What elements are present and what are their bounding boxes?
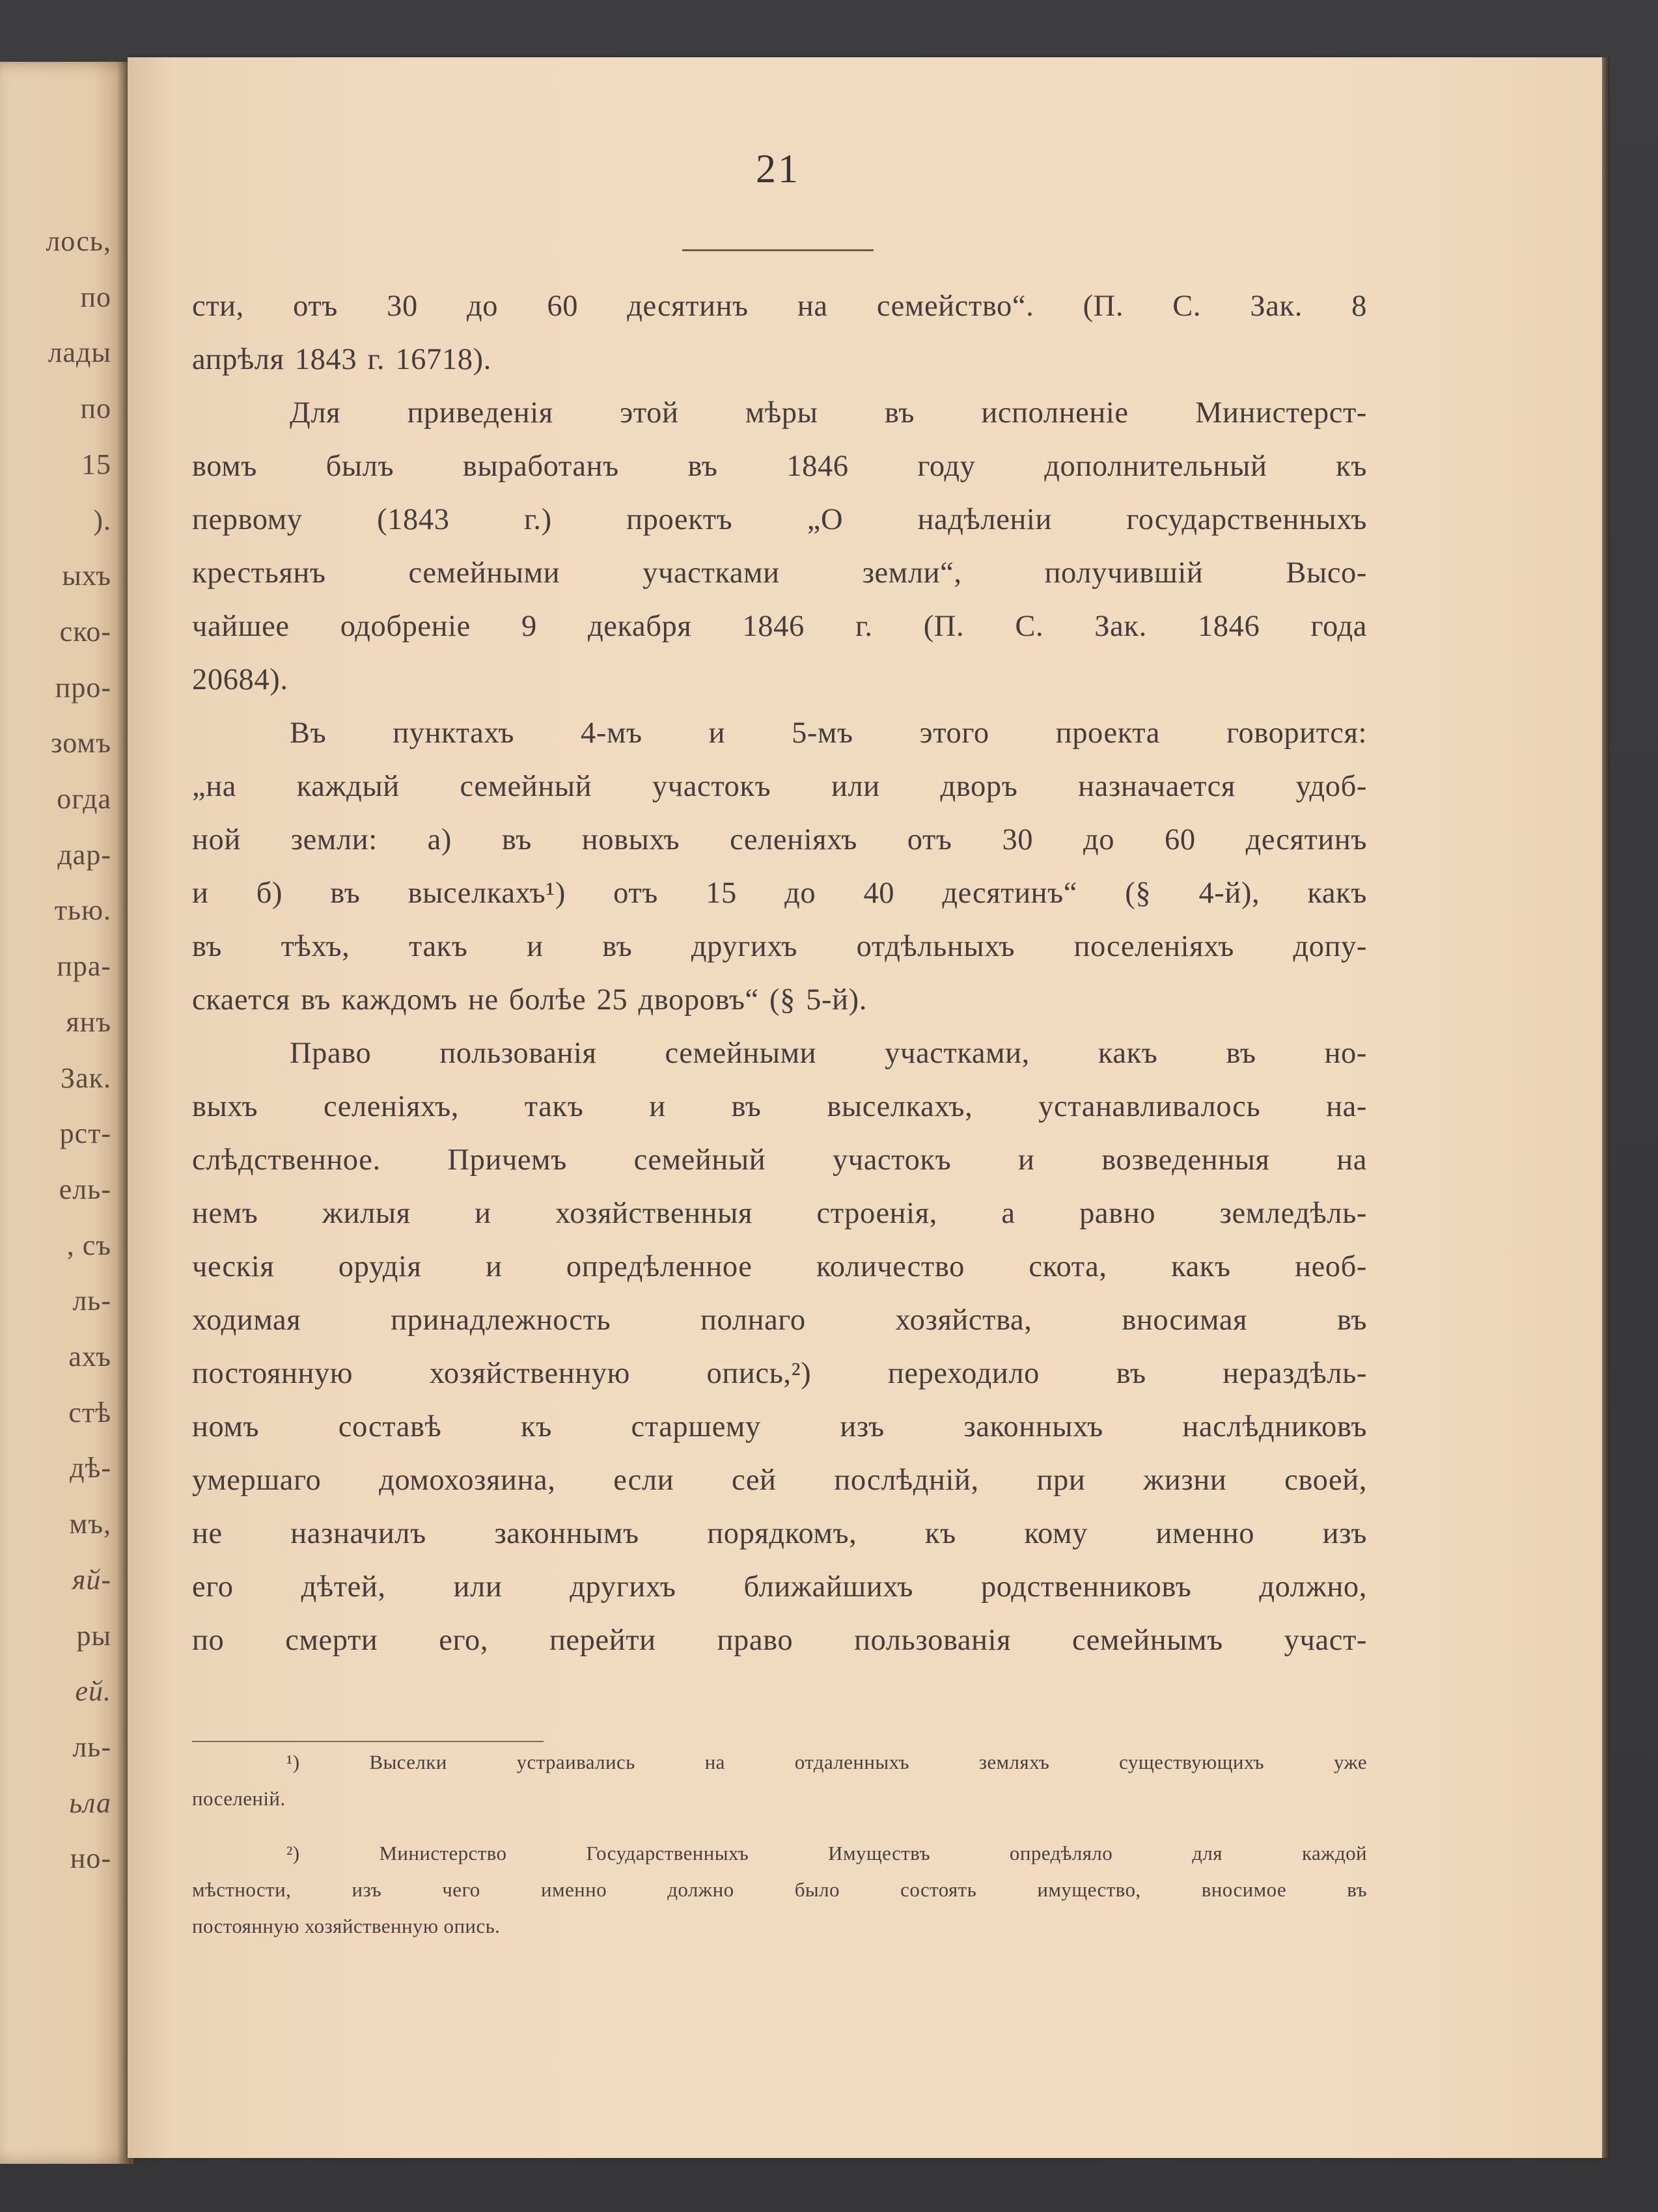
left-page-fragment: по (80, 280, 111, 313)
text-line: номъ составѣ къ старшему изъ законныхъ наслѣдниковъ (192, 1410, 1367, 1443)
text-line: Право пользованія семейными участками, какъ въ но- (290, 1037, 1367, 1070)
left-page-fragment: ). (93, 504, 111, 536)
left-page-fragment: ско- (59, 615, 111, 648)
text-line: умершаго домохозяина, если сей послѣдній, при жизни своей, (192, 1464, 1367, 1497)
text-line: въ тѣхъ, такъ и въ другихъ отдѣльныхъ поселеніяхъ допу- (192, 930, 1367, 963)
left-page-fragment: лады (48, 336, 111, 369)
left-page-fragment: про- (55, 671, 111, 703)
text-line: слѣдственное. Причемъ семейный участокъ и возведенныя на (192, 1143, 1367, 1177)
text-line: „на каждый семейный участокъ или дворъ назначается удоб- (192, 770, 1367, 803)
text-line: Для приведенія этой мѣры въ исполненіе Министерст- (290, 396, 1367, 430)
page-number-rule (682, 249, 874, 251)
left-page-fragment: зомъ (51, 727, 111, 759)
text-line: ной земли: а) въ новыхъ селеніяхъ отъ 30 до 60 десятинъ (192, 823, 1367, 856)
left-page-fragment: ахъ (68, 1341, 111, 1372)
left-page-fragment: , съ (66, 1229, 111, 1261)
left-page-fragment: янъ (66, 1005, 111, 1038)
text-line: ходимая принадлежность полнаго хозяйства, вносимая въ (192, 1304, 1367, 1337)
text-line: постоянную хозяйственную опись,²) переходило въ нераздѣль- (192, 1357, 1367, 1390)
body-text (192, 280, 1367, 1667)
left-page-fragment: ль- (72, 1730, 111, 1763)
left-page-fragment: яй- (72, 1563, 111, 1596)
footnote-line: мѣстности, изъ чего именно должно было состоять имущество, вносимое въ (192, 1878, 1367, 1901)
text-line: апрѣля 1843 г. 16718). (192, 343, 491, 376)
text-line: выхъ селеніяхъ, такъ и въ выселкахъ, устанавливалось на- (192, 1090, 1367, 1123)
footnote-line: ²) Министерство Государственныхъ Имуществъ опредѣляло для каждой (286, 1842, 1367, 1864)
left-page-fragment: ель- (59, 1173, 111, 1205)
left-page-fragment: лось, (46, 225, 111, 257)
left-page-fragment: ры (76, 1619, 111, 1652)
text-line: скается въ каждомъ не болѣе 25 дворовъ“ (§ 5-й). (192, 983, 867, 1017)
left-page-fragment: стѣ (68, 1396, 111, 1428)
left-page-fragment: 15 (81, 448, 111, 480)
text-line: его дѣтей, или другихъ ближайшихъ родственниковъ должно, (192, 1570, 1367, 1604)
text-line: крестьянъ семейными участками земли“, получившій Высо- (192, 556, 1367, 590)
text-line: чайшее одобреніе 9 декабря 1846 г. (П. С. Зак. 1846 года (192, 610, 1367, 643)
page-edge (1602, 57, 1610, 2158)
text-line: и б) въ выселкахъ¹) отъ 15 до 40 десятинъ“ (§ 4-й), какъ (192, 877, 1367, 910)
left-page-fragment: пра- (57, 950, 111, 983)
left-page-fragment: дар- (57, 838, 111, 871)
text-line: первому (1843 г.) проектъ „О надѣленіи государственныхъ (192, 503, 1367, 536)
left-page-fragment: Зак. (61, 1061, 111, 1094)
left-page-fragment: ль- (72, 1285, 111, 1317)
page-number: 21 (756, 147, 800, 191)
left-page-fragment: по (80, 392, 111, 425)
left-page-fragment: мъ, (69, 1508, 111, 1540)
footnote-line: ¹) Выселки устраивались на отдаленныхъ земляхъ существующихъ уже (286, 1751, 1367, 1773)
footnote-line: постоянную хозяйственную опись. (192, 1915, 501, 1937)
left-page-fragment: дѣ- (70, 1452, 111, 1484)
text-line: 20684). (192, 663, 288, 696)
text-line: по смерти его, перейти право пользованія семейнымъ участ- (192, 1624, 1367, 1657)
text-line: немъ жилыя и хозяйственныя строенія, а равно земледѣль- (192, 1197, 1367, 1230)
left-page (0, 62, 133, 2164)
left-page-fragment: ей. (75, 1675, 111, 1708)
left-page-fragment: но- (70, 1842, 111, 1875)
left-page-fragment: ьла (69, 1786, 111, 1819)
footnote-line: поселеній. (192, 1787, 286, 1810)
text-line: не назначилъ законнымъ порядкомъ, къ кому именно изъ (192, 1517, 1367, 1550)
left-page-fragment: тью. (54, 894, 111, 927)
left-page-fragment: рст- (59, 1117, 111, 1150)
text-line: вомъ былъ выработанъ въ 1846 году дополнительный къ (192, 450, 1367, 483)
left-page-fragment: ыхъ (62, 560, 111, 592)
footnote-rule (192, 1741, 544, 1742)
text-line: ческія орудія и опредѣленное количество скота, какъ необ- (192, 1250, 1367, 1283)
text-line: Въ пунктахъ 4-мъ и 5-мъ этого проекта говорится: (290, 717, 1367, 750)
footnotes (192, 1744, 1367, 1945)
left-page-fragment: огда (57, 783, 111, 815)
text-line: сти, отъ 30 до 60 десятинъ на семейство“. (П. С. Зак. 8 (192, 290, 1367, 323)
